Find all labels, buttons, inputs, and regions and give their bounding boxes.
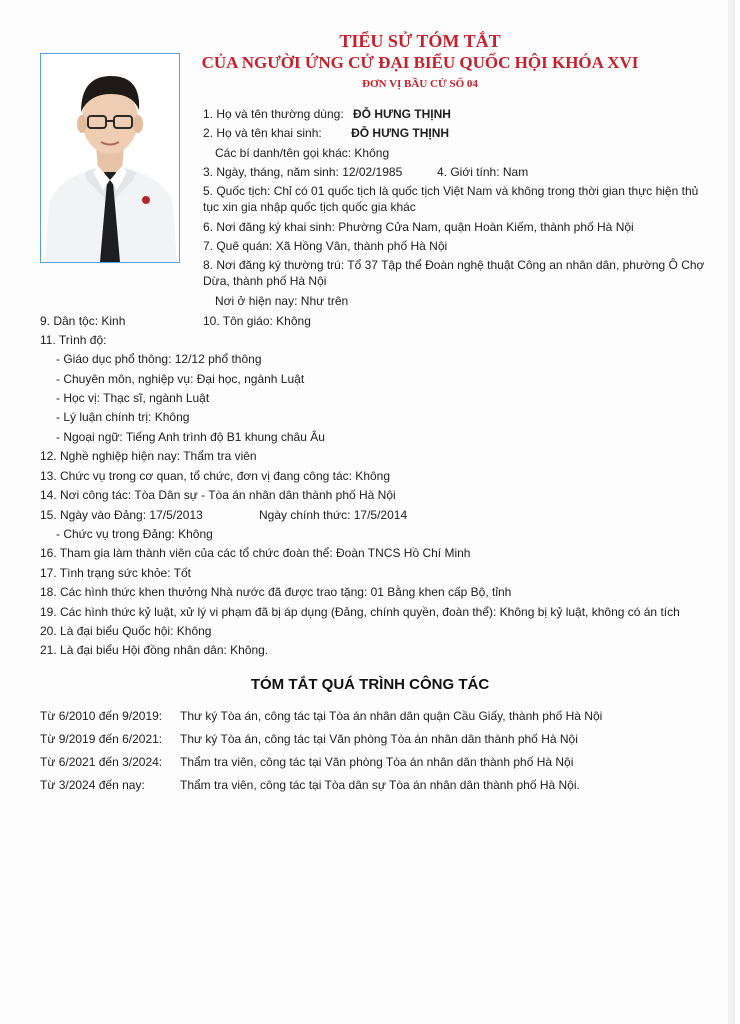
field-birth-date: 3. Ngày, tháng, năm sinh: 12/02/1985 — [203, 165, 403, 179]
career-description: Thẩm tra viên, công tác tại Tòa dân sự Tòa án nhân dân thành phố Hà Nội. — [180, 778, 580, 792]
field-gender: 4. Giới tính: Nam — [437, 165, 529, 179]
field-position: 13. Chức vụ trong cơ quan, tổ chức, đơn vị đang công tác: Không — [40, 469, 391, 483]
field-label: 2. Họ và tên khai sinh: — [203, 126, 322, 140]
education-foreign-language: - Ngoại ngữ: Tiếng Anh trình độ B1 khung châu Âu — [56, 430, 325, 444]
field-nationality: 5. Quốc tịch: Chỉ có 01 quốc tịch là quốc tịch Việt Nam và không trong thời gian thực hiện thủ — [203, 184, 699, 198]
field-awards: 18. Các hình thức khen thưởng Nhà nước đã được trao tặng: 01 Bằng khen cấp Bộ, tỉnh — [40, 585, 512, 599]
career-period: Từ 9/2019 đến 6/2021: — [40, 732, 163, 746]
field-religion: 10. Tôn giáo: Không — [203, 314, 311, 328]
field-ethnicity: 9. Dân tộc: Kinh — [40, 314, 126, 328]
field-current-address: Nơi ở hiện nay: Như trên — [215, 294, 349, 308]
field-alias: Các bí danh/tên gọi khác: Không — [215, 146, 390, 160]
career-period: Từ 6/2010 đến 9/2019: — [40, 709, 163, 723]
career-description: Thẩm tra viên, công tác tại Văn phòng Tòa án nhân dân thành phố Hà Nội — [180, 755, 574, 769]
portrait-illustration — [41, 54, 179, 262]
candidate-portrait — [40, 53, 180, 263]
title-block — [200, 30, 640, 92]
field-birth-registration: 6. Nơi đăng ký khai sinh: Phường Cửa Nam, quận Hoàn Kiếm, thành phố Hà Nội — [203, 220, 634, 234]
field-permanent-residence: 8. Nơi đăng ký thường trú: Tổ 37 Tập thể Đoàn nghệ thuật Công an nhân dân, phường Ô Chợ — [203, 258, 705, 272]
field-value: ĐỖ HƯNG THỊNH — [353, 107, 451, 121]
career-row — [40, 731, 578, 747]
field-nationality-cont: tục xin gia nhập quốc tịch quốc gia khác — [203, 200, 416, 214]
page-edge — [728, 0, 734, 1024]
field-label: 1. Họ và tên thường dùng: — [203, 107, 344, 121]
education-specialty: - Chuyên môn, nghiệp vụ: Đại học, ngành Luật — [56, 372, 305, 386]
field-birth-name — [203, 125, 449, 141]
career-row — [40, 708, 602, 724]
field-permanent-residence-cont: Dừa, thành phố Hà Nội — [203, 274, 327, 288]
career-description: Thư ký Tòa án, công tác tại Văn phòng Tòa án nhân dân thành phố Hà Nội — [180, 732, 578, 746]
field-council-deputy: 21. Là đại biểu Hội đồng nhân dân: Không. — [40, 643, 269, 657]
field-party-official-date: Ngày chính thức: 17/5/2014 — [259, 508, 408, 522]
field-discipline: 19. Các hình thức kỷ luật, xử lý vi phạm đã bị áp dụng (Đảng, chính quyền, đoàn thể): Không bị kỷ luật, không có án tích — [40, 605, 680, 619]
field-na-deputy: 20. Là đại biểu Quốc hội: Không — [40, 624, 212, 638]
field-party-position: - Chức vụ trong Đảng: Không — [56, 527, 213, 541]
career-section-title: TÓM TẮT QUÁ TRÌNH CÔNG TÁC — [250, 676, 490, 693]
career-row — [40, 777, 580, 793]
field-workplace: 14. Nơi công tác: Tòa Dân sự - Tòa án nhân dân thành phố Hà Nội — [40, 488, 396, 502]
electoral-unit: ĐƠN VỊ BẦU CỬ SỐ 04 — [362, 78, 478, 90]
field-education-heading: 11. Trình độ: — [40, 333, 107, 347]
education-degree: - Học vị: Thạc sĩ, ngành Luật — [56, 391, 210, 405]
document-title: TIỂU SỬ TÓM TẮT — [339, 31, 501, 51]
career-description: Thư ký Tòa án, công tác tại Tòa án nhân dân quận Cầu Giấy, thành phố Hà Nội — [180, 709, 603, 723]
career-row — [40, 754, 573, 770]
field-organizations: 16. Tham gia làm thành viên của các tổ chức đoàn thể: Đoàn TNCS Hồ Chí Minh — [40, 546, 471, 560]
document-subtitle: CỦA NGƯỜI ỨNG CỬ ĐẠI BIỂU QUỐC HỘI KHÓA XVI — [201, 53, 639, 72]
education-general: - Giáo dục phổ thông: 12/12 phổ thông — [56, 352, 262, 366]
field-party-join-date: 15. Ngày vào Đảng: 17/5/2013 — [40, 508, 203, 522]
field-health: 17. Tình trạng sức khỏe: Tốt — [40, 566, 192, 580]
career-period: Từ 3/2024 đến nay: — [40, 778, 145, 792]
field-occupation: 12. Nghề nghiệp hiện nay: Thẩm tra viên — [40, 449, 257, 463]
field-value: ĐỖ HƯNG THỊNH — [351, 126, 450, 140]
field-common-name — [203, 106, 451, 122]
education-political-theory: - Lý luận chính trị: Không — [56, 410, 190, 424]
field-hometown: 7. Quê quán: Xã Hồng Vân, thành phố Hà Nội — [203, 239, 448, 253]
career-period: Từ 6/2021 đến 3/2024: — [40, 755, 163, 769]
